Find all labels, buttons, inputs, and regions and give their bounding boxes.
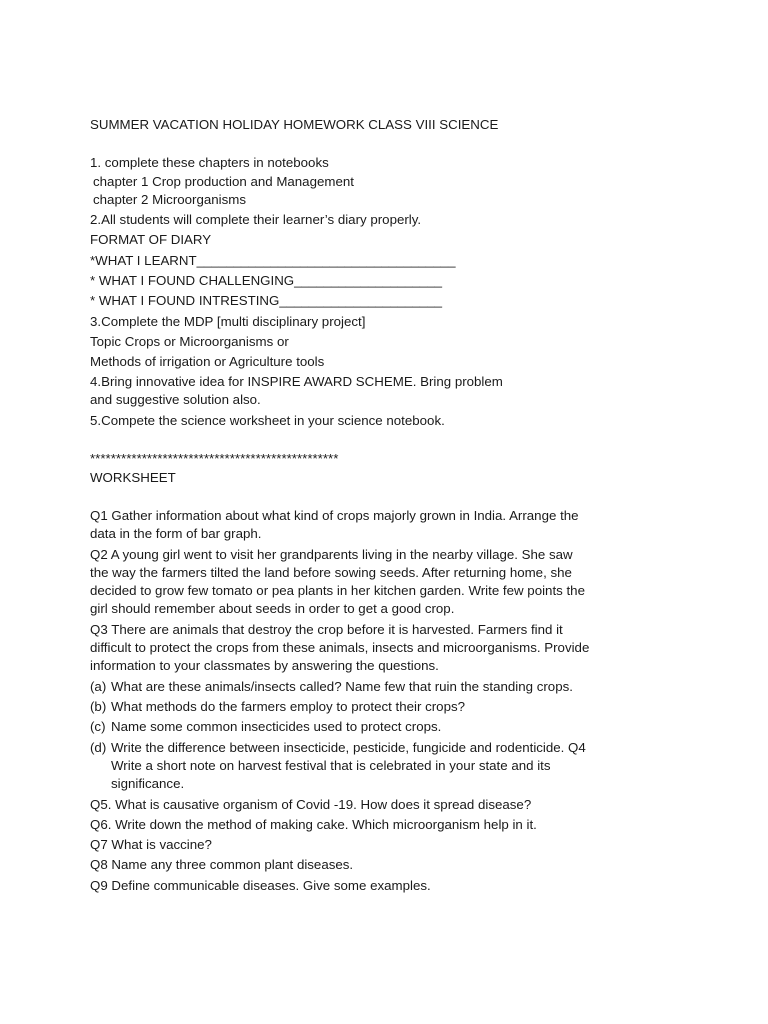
question-6: Q6. Write down the method of making cake. Which microorganism help in it. xyxy=(90,817,537,832)
diary-format-heading: FORMAT OF DIARY xyxy=(90,232,212,247)
question-7: Q7 What is vaccine? xyxy=(90,837,212,852)
divider-line: ************************************************ xyxy=(90,451,339,466)
question-3-line-2: difficult to protect the crops from these animals, insects and microorganisms. Provide xyxy=(90,640,590,655)
instruction-4-line-2: and suggestive solution also. xyxy=(90,392,261,407)
question-9: Q9 Define communicable diseases. Give some examples. xyxy=(90,878,431,893)
question-1-line-1: Q1 Gather information about what kind of crops majorly grown in India. Arrange the xyxy=(90,508,579,523)
instruction-3: 3.Complete the MDP [multi disciplinary project] xyxy=(90,314,366,329)
diary-learnt: *WHAT I LEARNT___________________________________ xyxy=(90,253,456,268)
question-3d-line-2: Write a short note on harvest festival that is celebrated in your state and its xyxy=(111,758,551,773)
chapter-2: chapter 2 Microorganisms xyxy=(93,192,246,207)
question-3c: Name some common insecticides used to protect crops. xyxy=(111,719,442,734)
question-3a: What are these animals/insects called? Name few that ruin the standing crops. xyxy=(111,679,573,694)
question-2-line-4: girl should remember about seeds in order to get a good crop. xyxy=(90,601,455,616)
instruction-3-methods: Methods of irrigation or Agriculture tools xyxy=(90,354,325,369)
diary-challenging: * WHAT I FOUND CHALLENGING____________________ xyxy=(90,273,443,288)
diary-interesting: * WHAT I FOUND INTRESTING______________________ xyxy=(90,293,443,308)
question-2-line-2: the way the farmers tilted the land before sowing seeds. After returning home, she xyxy=(90,565,572,580)
question-3d-line-3: significance. xyxy=(111,776,185,791)
question-3-line-3: information to your classmates by answering the questions. xyxy=(90,658,439,673)
question-3b-label: (b) xyxy=(90,699,107,714)
question-1-line-2: data in the form of bar graph. xyxy=(90,526,262,541)
question-3c-label: (c) xyxy=(90,719,106,734)
question-3d-line-1: Write the difference between insecticide, pesticide, fungicide and rodenticide. Q4 xyxy=(111,740,586,755)
chapter-1: chapter 1 Crop production and Management xyxy=(93,174,354,189)
question-8: Q8 Name any three common plant diseases. xyxy=(90,857,354,872)
instruction-2: 2.All students will complete their learner’s diary properly. xyxy=(90,212,422,227)
worksheet-heading: WORKSHEET xyxy=(90,470,176,485)
instruction-3-topic: Topic Crops or Microorganisms or xyxy=(90,334,289,349)
document-title: SUMMER VACATION HOLIDAY HOMEWORK CLASS VIII SCIENCE xyxy=(90,117,499,132)
question-3b: What methods do the farmers employ to protect their crops? xyxy=(111,699,466,714)
instruction-5: 5.Compete the science worksheet in your science notebook. xyxy=(90,413,445,428)
question-3-line-1: Q3 There are animals that destroy the crop before it is harvested. Farmers find it xyxy=(90,622,563,637)
question-2-line-1: Q2 A young girl went to visit her grandparents living in the nearby village. She saw xyxy=(90,547,573,562)
question-2-line-3: decided to grow few tomato or pea plants in her kitchen garden. Write few points the xyxy=(90,583,585,598)
question-3d-label: (d) xyxy=(90,740,107,755)
instruction-1: 1. complete these chapters in notebooks xyxy=(90,155,329,170)
question-3a-label: (a) xyxy=(90,679,107,694)
question-5: Q5. What is causative organism of Covid -19. How does it spread disease? xyxy=(90,797,532,812)
instruction-4-line-1: 4.Bring innovative idea for INSPIRE AWARD SCHEME. Bring problem xyxy=(90,374,503,389)
